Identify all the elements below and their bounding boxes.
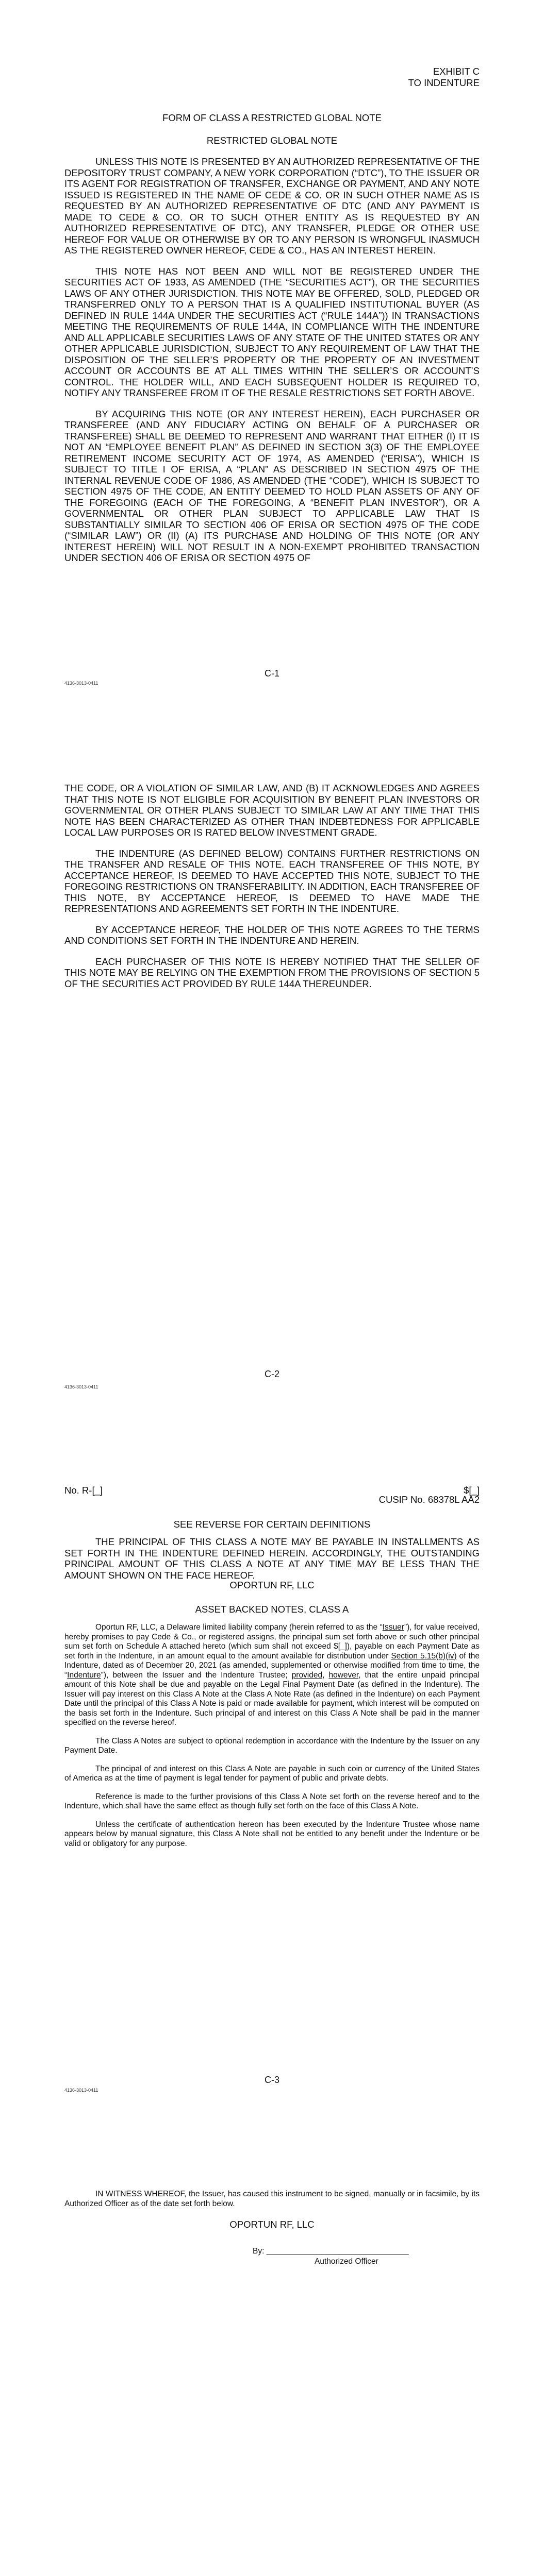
officer-title: Authorized Officer	[315, 2257, 378, 2266]
paragraph: BY ACCEPTANCE HEREOF, THE HOLDER OF THIS NOTE AGREES TO THE TERMS AND CONDITIONS SET FORTH IN THE INDENTURE AND HEREIN.	[64, 924, 480, 946]
issuer-name: OPORTUN RF, LLC	[229, 2219, 315, 2230]
page-1	[0, 0, 544, 703]
paragraph: UNLESS THIS NOTE IS PRESENTED BY AN AUTHORIZED REPRESENTATIVE OF THE DEPOSITORY TRUST COMPANY, A NEW YORK CORPORATION (“DTC”), TO THE ISSUER OR ITS AGENT FOR REGISTRATION OF TRANSFER, EXCHANGE OR PAYMENT, AND ANY NOTE ISSUED IS REGISTERED IN THE NAME OF CEDE & CO. OR IN SUCH OTHER NAME AS IS REQUESTED BY AN AUTHORIZED REPRESENTATIVE OF DTC (AND ANY PAYMENT IS MADE TO CEDE & CO. OR TO SUCH OTHER ENTITY AS IS REQUESTED BY AN AUTHORIZED REPRESENTATIVE OF DTC), ANY TRANSFER, PLEDGE OR OTHER USE HEREOF FOR VALUE OR OTHERWISE BY OR TO ANY PERSON IS WRONGFUL INASMUCH AS THE REGISTERED OWNER HEREOF, CEDE & CO., HAS AN INTEREST HEREIN.	[64, 156, 480, 256]
see-reverse-heading: SEE REVERSE FOR CERTAIN DEFINITIONS	[173, 1519, 371, 1530]
doc-code: 4136-3013-0411	[64, 681, 98, 686]
however-term: however	[328, 1670, 359, 1680]
note-title: RESTRICTED GLOBAL NOTE	[206, 135, 338, 146]
signature-block	[253, 2247, 409, 2256]
paragraph: EACH PURCHASER OF THIS NOTE IS HEREBY NOTIFIED THAT THE SELLER OF THIS NOTE MAY BE RELYING ON THE EXEMPTION FROM THE PROVISIONS OF SECTION 5 OF THE SECURITIES ACT PROVIDED BY RULE 144A THEREUNDER.	[64, 956, 480, 989]
page2-body	[64, 783, 480, 999]
page3-body	[64, 1623, 480, 1857]
doc-code: 4136-3013-0411	[64, 2088, 98, 2093]
to-indenture-label: TO INDENTURE	[408, 77, 480, 88]
doc-code: 4136-3013-0411	[64, 1384, 98, 1389]
oportun-paragraph: Oportun RF, LLC, a Delaware limited liability company (herein referred to as the “Issuer”), for value received, hereby promises to pay Cede & Co., or registered assigns, the principal sum set forth above or such other principal sum set forth on Schedule A attached hereto (which sum shall not exceed $[_]), payable on each Payment Date as set forth in the Indenture, in an amount equal to the amount available for distribution under Section 5.15(b)(iv) of the Indenture, dated as of December 20, 2021 (as amended, supplemented or otherwise modified from time to time, the “Indenture”), between the Issuer and the Indenture Trustee; provided, however, that the entire unpaid principal amount of this Note shall be due and payable on the Legal Final Payment Date (as defined in the Indenture). The Issuer will pay interest on this Class A Note at the Class A Note Rate (as defined in the Indenture) on each Payment Date until the principal of this Class A Note is paid or made available for payment, which interest will be computed on the basis set forth in the Indenture. Such principal of and interest on this Class A Note shall be paid in the manner specified on the reverse hereof.	[64, 1623, 480, 1727]
paragraph: THIS NOTE HAS NOT BEEN AND WILL NOT BE REGISTERED UNDER THE SECURITIES ACT OF 1933, AS AMENDED (THE “SECURITIES ACT”), OR THE SECURITIES LAWS OF ANY OTHER JURISDICTION. THIS NOTE MAY BE OFFERED, SOLD, PLEDGED OR TRANSFERRED ONLY TO A PERSON THAT IS A QUALIFIED INSTITUTIONAL BUYER (AS DEFINED IN RULE 144A UNDER THE SECURITIES ACT (“RULE 144A”)) IN TRANSACTIONS MEETING THE REQUIREMENTS OF RULE 144A, IN COMPLIANCE WITH THE INDENTURE AND ALL APPLICABLE SECURITIES LAWS OF ANY STATE OF THE UNITED STATES OR ANY OTHER APPLICABLE JURISDICTION, SUBJECT TO ANY REQUIREMENT OF LAW THAT THE DISPOSITION OF THE SELLER’S PROPERTY OR THE PROPERTY OF AN INVESTMENT ACCOUNT OR ACCOUNTS BE AT ALL TIMES WITHIN THE SELLER’S OR ACCOUNT’S CONTROL. THE HOLDER WILL, AND EACH SUBSEQUENT HOLDER IS REQUIRED TO, NOTIFY ANY TRANSFEREE FROM IT OF THE RESALE RESTRICTIONS SET FORTH ABOVE.	[64, 265, 480, 398]
paragraph: The principal of and interest on this Class A Note are payable in such coin or currency of the United States of America as at the time of payment is legal tender for payment of public and private debts.	[64, 1764, 480, 1783]
paragraph: Unless the certificate of authentication hereon has been executed by the Indenture Trustee whose name appears below by manual signature, this Class A Note shall not be entitled to any benefit under the Indenture or be valid or obligatory for any purpose.	[64, 1820, 480, 1848]
page-2	[0, 703, 544, 1406]
issuer-name: OPORTUN RF, LLC	[229, 1580, 315, 1590]
page-number: C-3	[264, 2075, 279, 2085]
issuer-defined-term: Issuer	[382, 1623, 404, 1632]
cusip-number: CUSIP No. 68378L AA2	[378, 1494, 480, 1505]
page1-body	[64, 156, 480, 573]
provided-term: provided	[291, 1670, 323, 1680]
section-reference: Section 5.15(b)(iv)	[391, 1651, 457, 1660]
page-4	[0, 2110, 544, 2576]
notes-title: ASSET BACKED NOTES, CLASS A	[195, 1604, 349, 1615]
paragraph: The Class A Notes are subject to optional redemption in accordance with the Indenture by the Issuer on any Payment Date.	[64, 1736, 480, 1755]
paragraph: THE CODE, OR A VIOLATION OF SIMILAR LAW, AND (B) IT ACKNOWLEDGES AND AGREES THAT THIS NOTE IS NOT ELIGIBLE FOR ACQUISITION BY BENEFIT PLAN INVESTORS OR GOVERNMENTAL OR OTHER PLANS SUBJECT TO SIMILAR LAW AT ANY TIME THAT THIS NOTE HAS BEEN CHARACTERIZED AS OTHER THAN INDEBTEDNESS FOR APPLICABLE LOCAL LAW PURPOSES OR IS RATED BELOW INVESTMENT GRADE.	[64, 783, 480, 838]
signature-line: ________________________________	[266, 2247, 409, 2256]
paragraph: THE PRINCIPAL OF THIS CLASS A NOTE MAY BE PAYABLE IN INSTALLMENTS AS SET FORTH IN THE INDENTURE DEFINED HEREIN. ACCORDINGLY, THE OUTSTANDING PRINCIPAL AMOUNT OF THIS CLASS A NOTE AT ANY TIME MAY BE LESS THAN THE AMOUNT SHOWN ON THE FACE HEREOF.	[64, 1536, 480, 1581]
paragraph: Reference is made to the further provisions of this Class A Note set forth on the reverse hereof and to the Indenture, which shall have the same effect as though fully set forth on the face of this Class A Note.	[64, 1792, 480, 1810]
indenture-defined-term: Indenture	[67, 1670, 101, 1680]
paragraph: BY ACQUIRING THIS NOTE (OR ANY INTEREST HEREIN), EACH PURCHASER OR TRANSFEREE (AND ANY FIDUCIARY ACTING ON BEHALF OF A PURCHASER OR TRANSFEREE) SHALL BE DEEMED TO REPRESENT AND WARRANT THAT EITHER (I) IT IS NOT AN “EMPLOYEE BENEFIT PLAN” AS DEFINED IN SECTION 3(3) OF THE EMPLOYEE RETIREMENT INCOME SECURITY ACT OF 1974, AS AMENDED (“ERISA”), WHICH IS SUBJECT TO TITLE I OF ERISA, A “PLAN” AS DESCRIBED IN SECTION 4975 OF THE INTERNAL REVENUE CODE OF 1986, AS AMENDED (THE “CODE”), WHICH IS SUBJECT TO SECTION 4975 OF THE CODE, AN ENTITY DEEMED TO HOLD PLAN ASSETS OF ANY OF THE FOREGOING (EACH OF THE FOREGOING, A “BENEFIT PLAN INVESTOR”), OR A GOVERNMENTAL OR OTHER PLAN SUBJECT TO APPLICABLE LAW THAT IS SUBSTANTIALLY SIMILAR TO SECTION 406 OF ERISA OR SECTION 4975 OF THE CODE (“SIMILAR LAW”) OR (II) (A) ITS PURCHASE AND HOLDING OF THIS NOTE (OR ANY INTEREST HEREIN) WILL NOT RESULT IN A NON-EXEMPT PROHIBITED TRANSACTION UNDER SECTION 406 OF ERISA OR SECTION 4975 OF	[64, 408, 480, 563]
witness-paragraph	[64, 2190, 480, 2217]
page-3	[0, 1406, 544, 2110]
page-number: C-1	[264, 668, 279, 679]
paragraph: THE INDENTURE (AS DEFINED BELOW) CONTAINS FURTHER RESTRICTIONS ON THE TRANSFER AND RESALE OF THIS NOTE. EACH TRANSFEREE OF THIS NOTE, BY ACCEPTANCE HEREOF, IS DEEMED TO HAVE ACCEPTED THIS NOTE, SUBJECT TO THE FOREGOING RESTRICTIONS ON TRANSFERABILITY. IN ADDITION, EACH TRANSFEREE OF THIS NOTE, BY ACCEPTANCE HEREOF, IS DEEMED TO HAVE MADE THE REPRESENTATIONS AND AGREEMENTS SET FORTH IN THE INDENTURE.	[64, 848, 480, 914]
form-title: FORM OF CLASS A RESTRICTED GLOBAL NOTE	[162, 112, 382, 123]
by-label: By:	[253, 2247, 265, 2256]
exhibit-label: EXHIBIT C	[433, 66, 480, 77]
note-amount: $[_]	[464, 1485, 480, 1496]
note-number: No. R-[_]	[64, 1485, 103, 1496]
paragraph: IN WITNESS WHEREOF, the Issuer, has caused this instrument to be signed, manually or in facsimile, by its Authorized Officer as of the date set forth below.	[64, 2190, 480, 2208]
page-number: C-2	[264, 1369, 279, 1379]
